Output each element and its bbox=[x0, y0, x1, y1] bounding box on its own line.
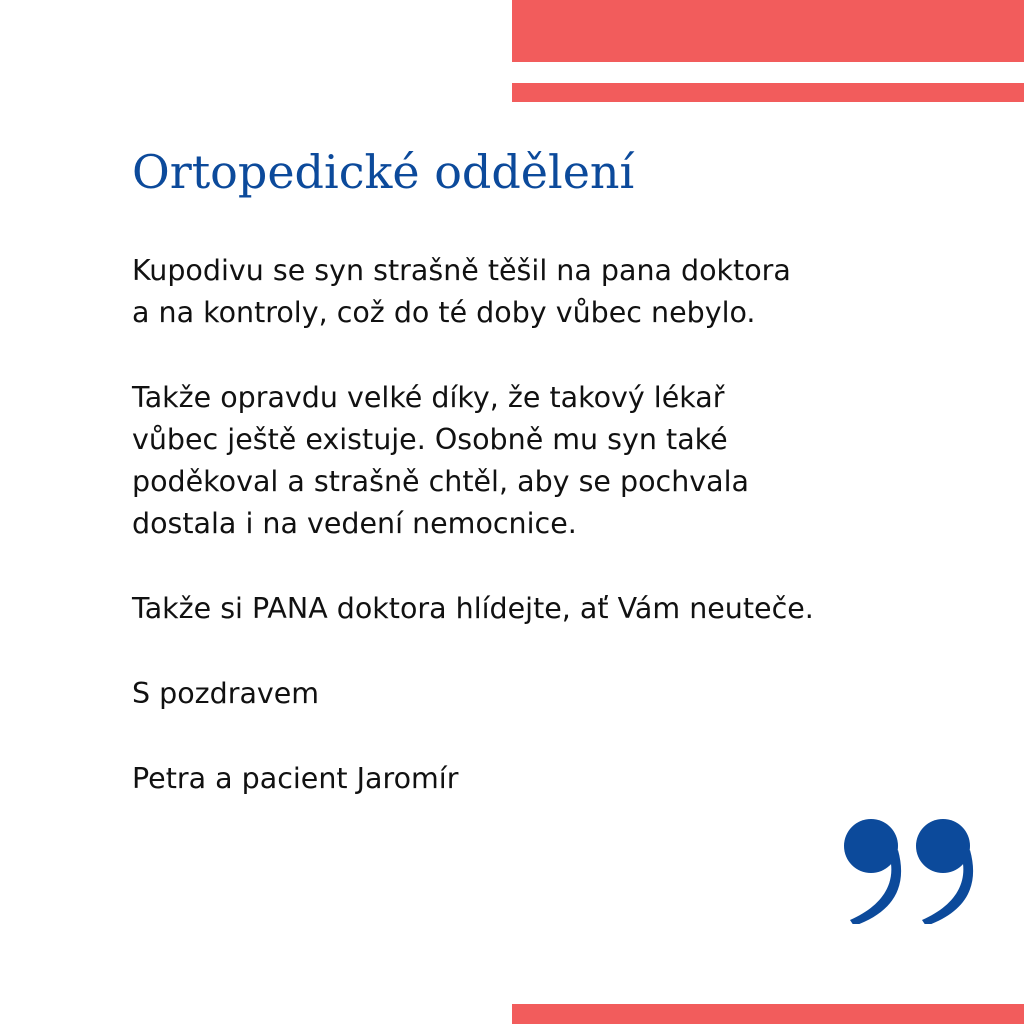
top-accent-stripe bbox=[512, 83, 1024, 102]
page-title: Ortopedické oddělení bbox=[132, 145, 635, 199]
paragraph-thanks: Takže opravdu velké díky, že takový lékař vůbec ještě existuje. Osobně mu syn také poděkoval a strašně chtěl, aby se pochvala dostala i na vedení nemocnice. bbox=[132, 381, 749, 540]
paragraph-greeting: S pozdravem bbox=[132, 677, 320, 710]
closing-quote-icon bbox=[838, 814, 978, 924]
paragraph-intro: Kupodivu se syn strašně těšil na pana doktora a na kontroly, což do té doby vůbec nebylo. bbox=[132, 254, 791, 329]
paragraph-signature: Petra a pacient Jaromír bbox=[132, 762, 459, 795]
top-accent-bar bbox=[512, 0, 1024, 62]
testimonial-text bbox=[132, 250, 992, 843]
paragraph-request: Takže si PANA doktora hlídejte, ať Vám neuteče. bbox=[132, 592, 814, 625]
bottom-accent-bar bbox=[512, 1004, 1024, 1024]
